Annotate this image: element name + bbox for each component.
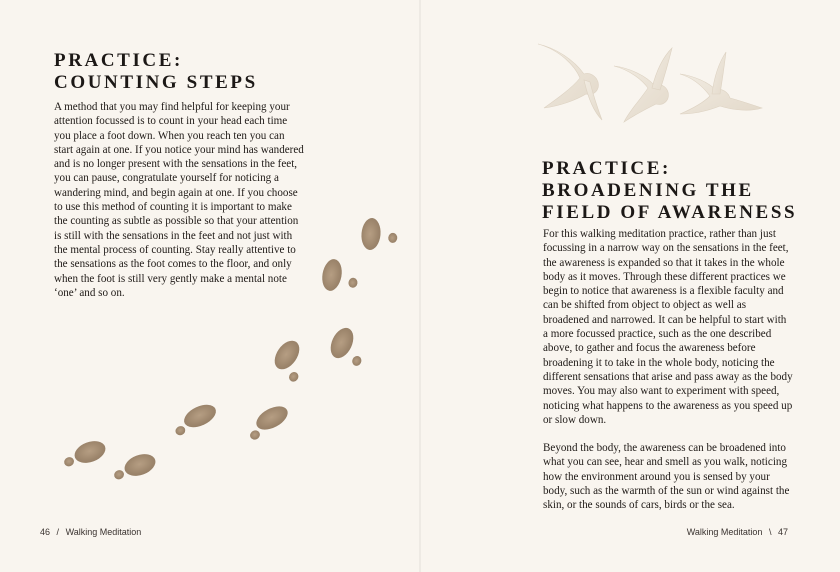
running-section: Walking Meditation	[686, 527, 763, 537]
heading-line: FIELD OF AWARENESS	[542, 202, 798, 223]
heading-line: BROADENING THE	[542, 180, 754, 201]
folio-left	[40, 527, 141, 537]
flying-birds-illustration	[530, 38, 770, 130]
right-page	[420, 0, 840, 572]
heading-line: PRACTICE:	[54, 50, 183, 71]
body-paragraph: A method that you may find helpful for keeping your attention focussed is to count in your head each time you place a foot down. When you reach ten you can start again at one. If you notice your mind has wandered and is no longer present with the sensations in the feet, you can pause, congratulate yourself for noticing a wandering mind, and begin again at one. If you choose to use this method of counting it is important to make the counting as subtle as possible so that your attention is still with the sensations in the feet and not just with the mental process of counting. Stay really attentive to the sensations as the foot comes to the floor, and only when the foot is still very gently make a mental note ‘one’ and so on.	[54, 101, 304, 299]
heading-line: PRACTICE:	[542, 158, 671, 179]
folio-separator: \	[768, 527, 772, 537]
body-paragraph: Beyond the body, the awareness can be broadened into what you can see, hear and smell as you walk, noticing how the environment around you is sensed by your body, such as the warmth of the sun or wind against the skin, or the sounds of cars, birds or the sea.	[543, 442, 790, 512]
folio-right	[687, 527, 788, 537]
page-number: 46	[40, 527, 51, 537]
folio-separator: /	[56, 527, 60, 537]
page-number: 47	[777, 527, 788, 537]
heading-broadening	[542, 158, 797, 224]
heading-line: COUNTING STEPS	[54, 72, 258, 93]
broadening-body	[543, 227, 793, 513]
footprints-illustration	[50, 200, 420, 500]
body-paragraph: For this walking meditation practice, rather than just focussing in a narrow way on the sensations in the feet, the awareness is expanded so that it takes in the whole body as it moves. Through these different practices we begin to notice that awareness is a flexible faculty and can be shifted from object to object as well as broadened and narrowed. It can be helpful to start with a more focussed practice, such as the one described above, to gather and focus the awareness before broadening it to take in the whole body, noticing the different sensations that arise and pass away as the body moves. You may also want to experiment with speed, noticing what happens to the awareness as you speed up or slow down.	[543, 228, 793, 426]
heading-counting-steps	[54, 50, 258, 94]
running-section: Walking Meditation	[65, 527, 142, 537]
